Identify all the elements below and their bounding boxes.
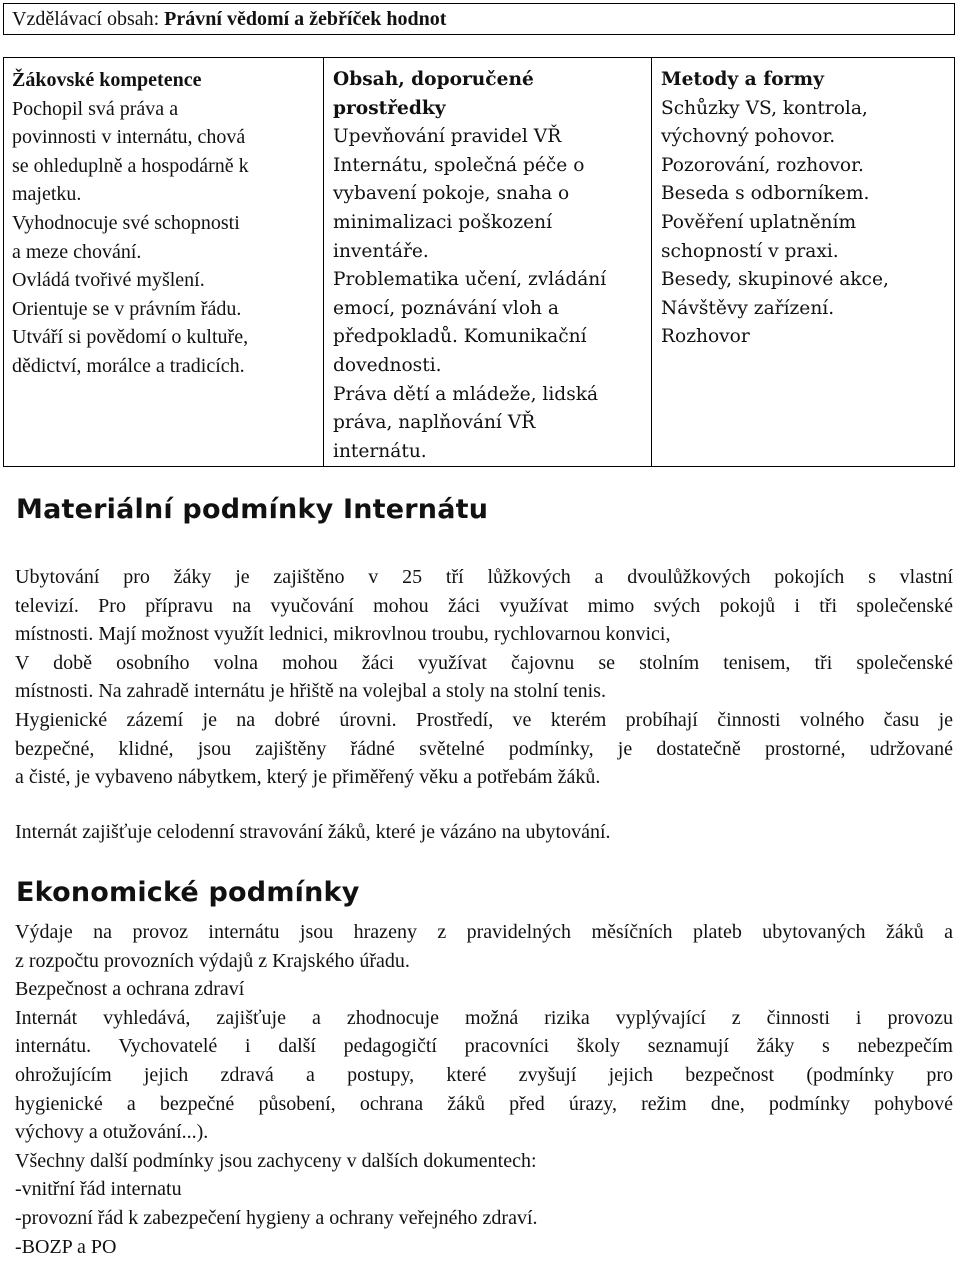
method-line: Besedy, skupinové akce, bbox=[661, 269, 889, 291]
method-line: Návštěvy zařízení. bbox=[661, 297, 835, 319]
competence-line: Orientuje se v právním řádu. bbox=[12, 297, 242, 320]
content-line: emocí, poznávání vloh a bbox=[333, 297, 560, 319]
competences-heading: Žákovské kompetence bbox=[12, 69, 202, 91]
competence-line: dědictví, morálce a tradicích. bbox=[12, 354, 245, 377]
material-conditions-paragraph bbox=[15, 563, 953, 792]
paragraph-line: Výdaje na provoz internátu jsou hrazeny z pravidelných měsíčních plateb ubytovaných žáků a bbox=[15, 921, 953, 943]
content-line: Problematika učení, zvládání bbox=[333, 269, 607, 291]
method-line: schopností v praxi. bbox=[661, 240, 839, 262]
document-list-item: -vnitřní řád internatu bbox=[15, 1178, 182, 1201]
content-topic: Právní vědomí a žebříček hodnot bbox=[164, 8, 447, 30]
competence-line: Ovládá tvořivé myšlení. bbox=[12, 269, 205, 292]
paragraph-line: bezpečné, klidné, jsou zajištěny řádné světelné podmínky, je dostatečně prostorné, udržované bbox=[15, 737, 953, 760]
content-means-heading: prostředky bbox=[333, 97, 446, 119]
content-line: dovednosti. bbox=[333, 354, 442, 376]
paragraph-line: z rozpočtu provozních výdajů z Krajského úřadu. bbox=[15, 949, 410, 972]
competence-line: majetku. bbox=[12, 183, 82, 206]
paragraph-line: ohrožujícím jejich zdravá a postupy, které zvyšují jejich bezpečnost (podmínky pro bbox=[15, 1063, 953, 1086]
content-line: Upevňování pravidel VŘ bbox=[333, 126, 562, 148]
document-list-item: -provozní řád k zabezpečení hygieny a ochrany veřejného zdraví. bbox=[15, 1206, 538, 1229]
methods-cell bbox=[652, 58, 955, 467]
competence-line: se ohleduplně a hospodárně k bbox=[12, 154, 249, 177]
material-conditions-heading: Materiální podmínky Internátu bbox=[16, 494, 489, 525]
paragraph-line: výchovy a otužování...). bbox=[15, 1121, 209, 1144]
economic-conditions-heading: Ekonomické podmínky bbox=[16, 877, 360, 908]
document-list-item: -BOZP a PO bbox=[15, 1235, 117, 1258]
paragraph-line: místnosti. Na zahradě internátu je hřiště na volejbal a stoly na stolní tenis. bbox=[15, 680, 606, 703]
paragraph-line: V době osobního volna mohou žáci využívat čajovnu se stolním tenisem, tři společenské bbox=[15, 651, 953, 674]
content-label: Vzdělávací obsah: bbox=[12, 8, 165, 30]
competence-line: Vyhodnocuje své schopnosti bbox=[12, 211, 240, 234]
paragraph-line: internátu. Vychovatelé i další pedagogičtí pracovníci školy seznamují žáky s nebezpečím bbox=[15, 1035, 953, 1058]
method-line: výchovný pohovor. bbox=[661, 126, 836, 148]
paragraph-line: a čisté, je vybaveno nábytkem, který je přiměřený věku a potřebám žáků. bbox=[15, 766, 601, 789]
boarding-paragraph bbox=[15, 818, 953, 847]
content-line: Internátu, společná péče o bbox=[333, 154, 585, 176]
competences-cell bbox=[4, 58, 324, 467]
paragraph-line: místnosti. Mají možnost využít lednici, mikrovlnou troubu, rychlovarnou konvici, bbox=[15, 623, 671, 646]
economic-conditions-paragraph bbox=[15, 918, 953, 1261]
paragraph-line: Všechny další podmínky jsou zachyceny v dalších dokumentech: bbox=[15, 1149, 537, 1172]
content-line: vybavení pokoje, snaha o bbox=[333, 183, 570, 205]
method-line: Schůzky VS, kontrola, bbox=[661, 97, 868, 119]
competence-line: a meze chování. bbox=[12, 240, 142, 263]
paragraph-line: Hygienické zázemí je na dobré úrovni. Prostředí, ve kterém probíhají činnosti volného času je bbox=[15, 708, 953, 731]
methods-heading: Metody a formy bbox=[661, 69, 824, 90]
safety-subheading: Bezpečnost a ochrana zdraví bbox=[15, 978, 245, 1001]
content-means-cell bbox=[324, 58, 652, 467]
content-means-heading: Obsah, doporučené bbox=[333, 69, 534, 90]
paragraph-line: Ubytování pro žáky je zajištěno v 25 tří lůžkových a dvoulůžkových pokojích s vlastní bbox=[15, 566, 953, 588]
paragraph-line: Internát vyhledává, zajišťuje a zhodnocuje možná rizika vyplývající z činnosti i provozu bbox=[15, 1006, 953, 1029]
content-title-bar bbox=[3, 3, 955, 35]
content-line: internátu. bbox=[333, 440, 427, 462]
method-line: Beseda s odborníkem. bbox=[661, 183, 870, 205]
content-line: inventáře. bbox=[333, 240, 429, 262]
paragraph-line: Internát zajišťuje celodenní stravování žáků, které je vázáno na ubytování. bbox=[15, 821, 611, 843]
content-line: práva, naplňování VŘ bbox=[333, 412, 536, 434]
method-line: Rozhovor bbox=[661, 326, 750, 348]
paragraph-line: hygienické a bezpečné působení, ochrana žáků před úrazy, režim dne, podmínky pohybové bbox=[15, 1092, 953, 1115]
method-line: Pověření uplatněním bbox=[661, 211, 857, 233]
content-line: Práva dětí a mládeže, lidská bbox=[333, 383, 599, 405]
competence-line: Utváří si povědomí o kultuře, bbox=[12, 326, 249, 349]
competence-table bbox=[3, 57, 955, 467]
table-row bbox=[4, 58, 955, 467]
content-line: předpokladů. Komunikační bbox=[333, 326, 587, 348]
paragraph-line: televizí. Pro přípravu na vyučování mohou žáci využívat mimo svých pokojů i tři společenské bbox=[15, 594, 953, 617]
competence-line: povinnosti v internátu, chová bbox=[12, 126, 246, 149]
competence-line: Pochopil svá práva a bbox=[12, 97, 179, 120]
content-line: minimalizaci poškození bbox=[333, 211, 553, 233]
method-line: Pozorování, rozhovor. bbox=[661, 154, 864, 176]
